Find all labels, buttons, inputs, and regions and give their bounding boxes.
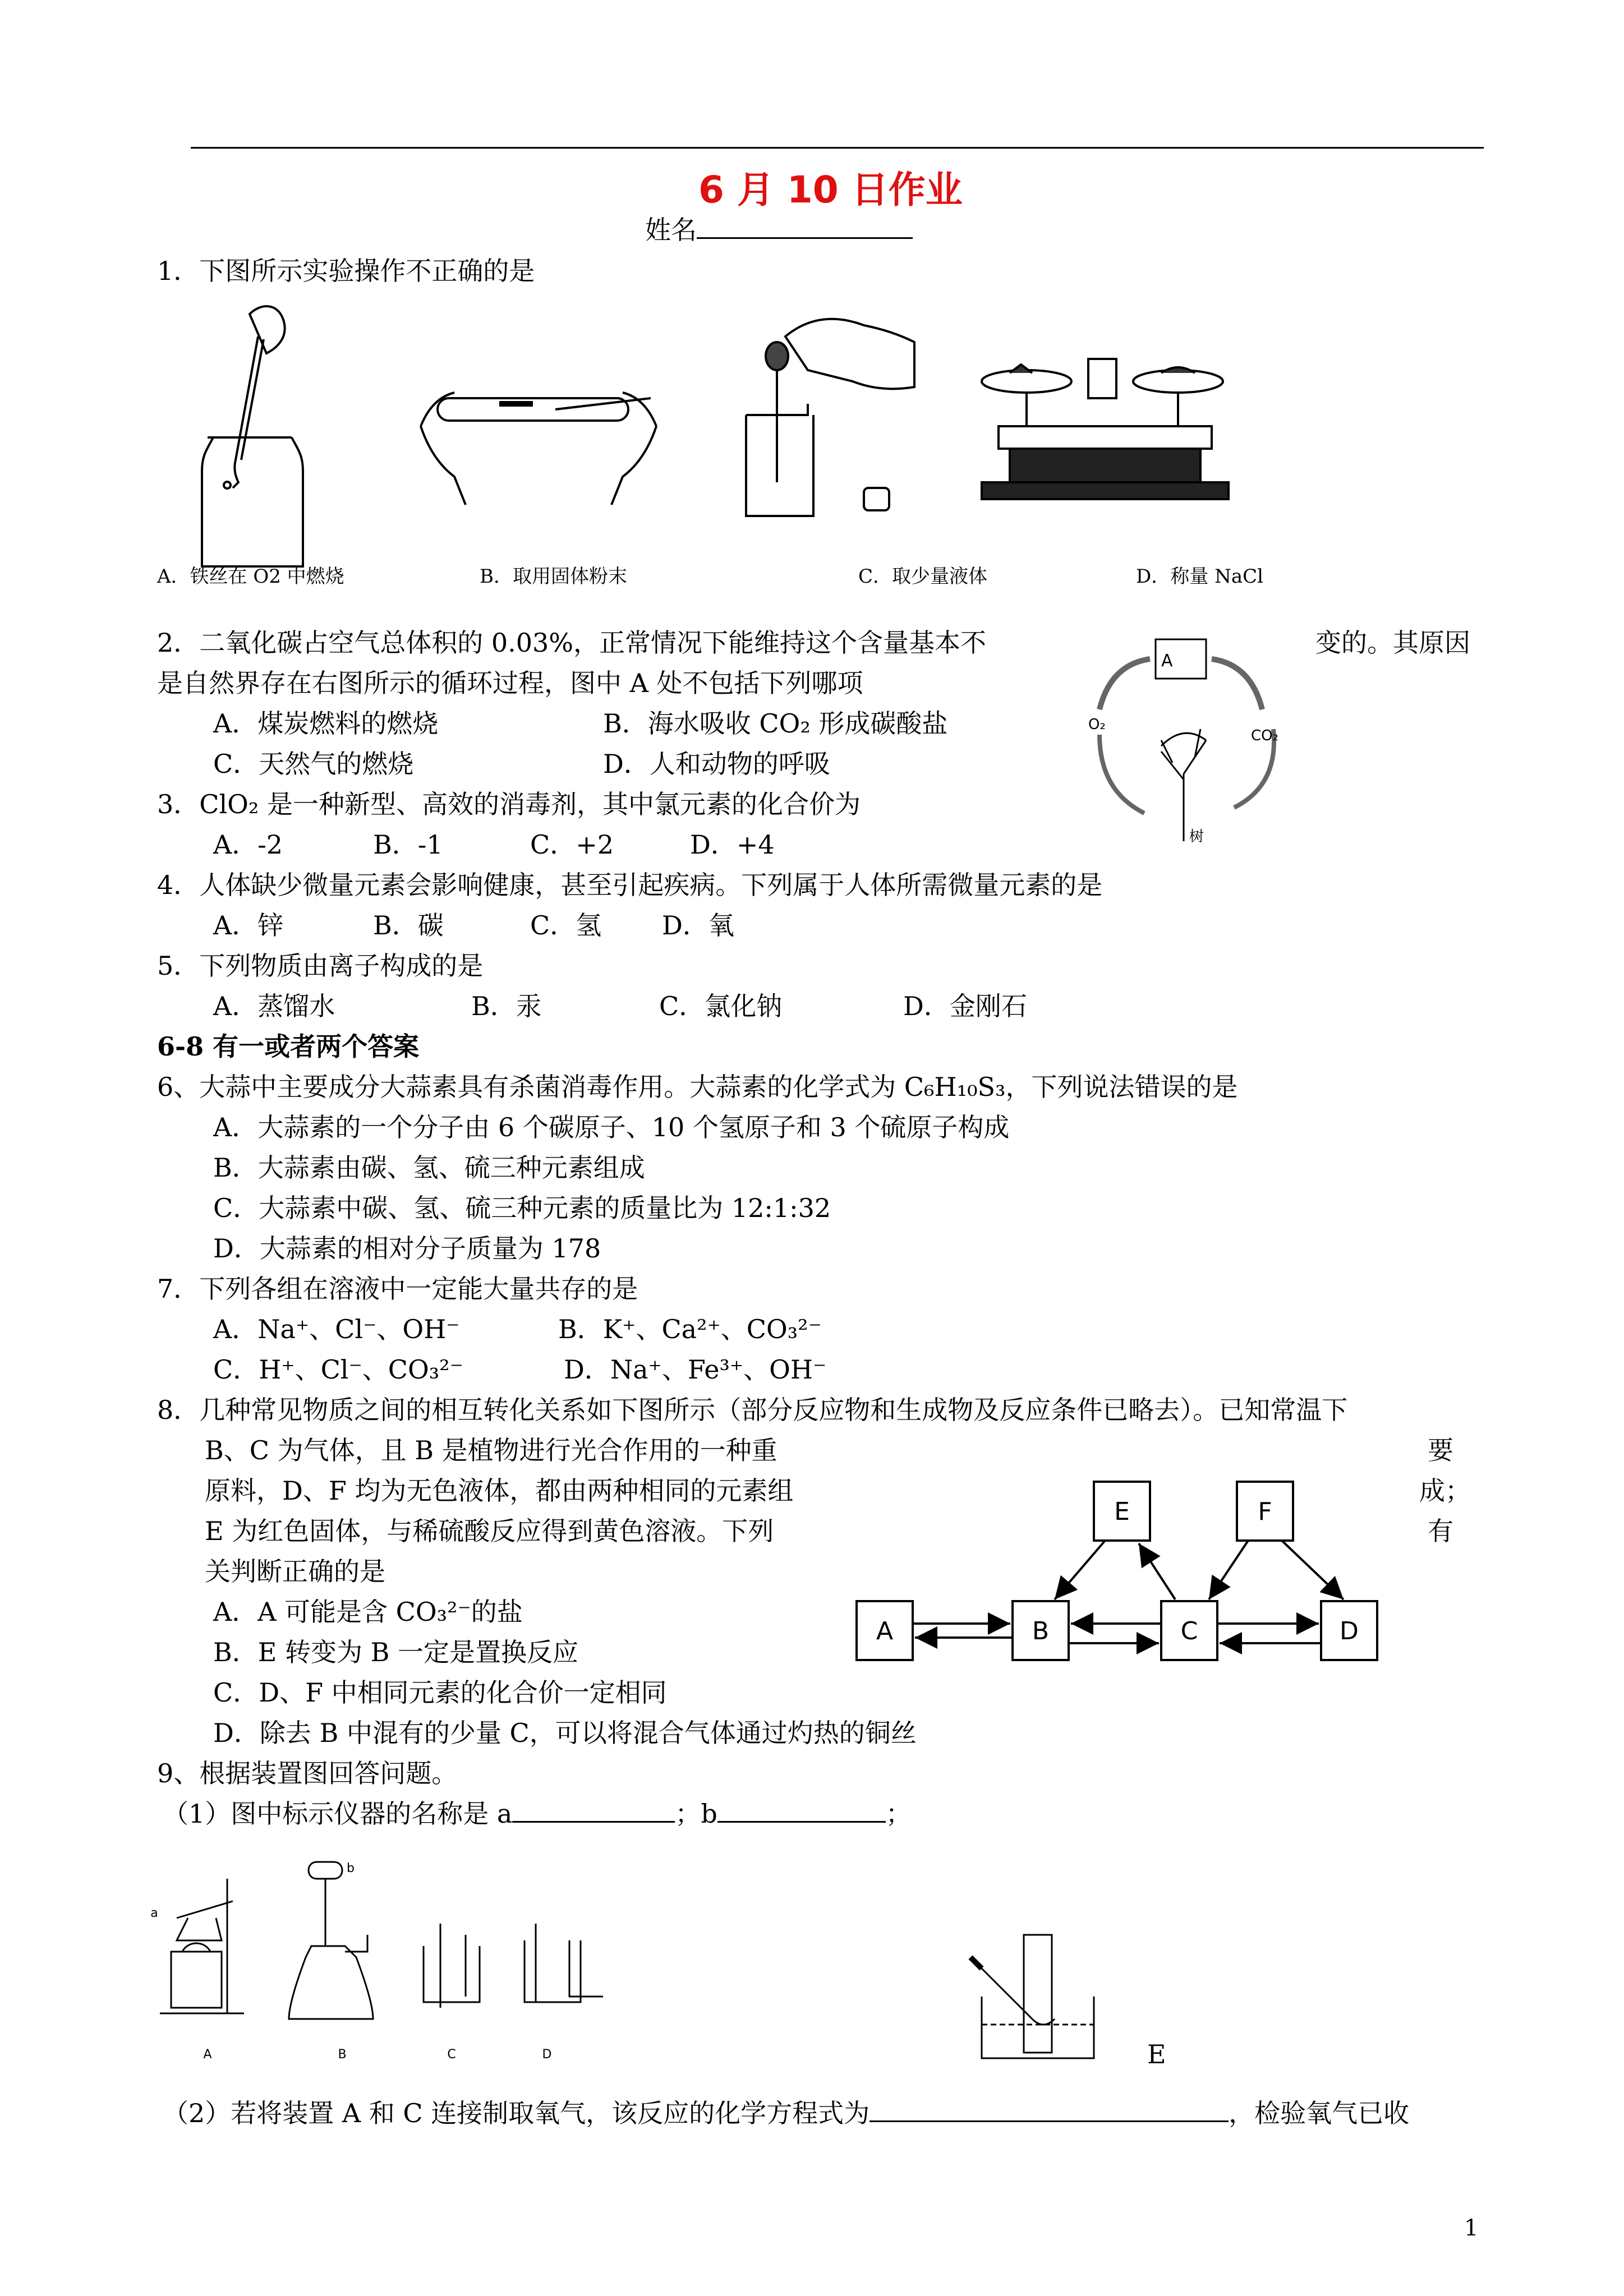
q7-stem: 7．下列各组在溶液中一定能大量共存的是 — [157, 1274, 638, 1304]
q4-option-a: A．锌 — [213, 910, 284, 940]
q8-node-f-label: F — [1258, 1497, 1272, 1526]
q8-node-a-label: A — [876, 1617, 894, 1645]
q8-arrow-f-to-d — [1282, 1541, 1344, 1599]
q9-fig-label-a-small: a — [150, 1906, 158, 1920]
q6-option-b: B．大蒜素由碳、氢、硫三种元素组成 — [213, 1152, 645, 1183]
q9-fig-label-d: D — [542, 2048, 552, 2062]
q2-option-b: B．海水吸收 CO₂ 形成碳酸盐 — [603, 708, 948, 739]
q2-stem-b: 变的。其原因 — [1315, 628, 1470, 658]
q2-fig-co2-label: CO₂ — [1251, 727, 1279, 744]
q7-option-a: A．Na⁺、Cl⁻、OH⁻ — [213, 1314, 460, 1344]
q9-stem: 9、根据装置图回答问题。 — [157, 1758, 458, 1788]
q2-stem-c: 是自然界存在右图所示的循环过程，图中 A 处不包括下列哪项 — [157, 668, 863, 698]
q9-part2-a: （2）若将装置 A 和 C 连接制取氧气，该反应的化学方程式为 — [163, 2098, 870, 2128]
q6-option-d: D．大蒜素的相对分子质量为 178 — [213, 1233, 601, 1264]
q1-stem: 1．下图所示实验操作不正确的是 — [157, 256, 535, 286]
q6-option-c: C．大蒜素中碳、氢、硫三种元素的质量比为 12:1:32 — [213, 1193, 831, 1223]
q2-stem-a: 2．二氧化碳占空气总体积的 0.03%，正常情况下能维持这个含量基本不 — [157, 628, 987, 658]
q8-option-d: D．除去 B 中混有的少量 C，可以将混合气体通过灼热的铜丝 — [213, 1718, 917, 1748]
q3-option-a: A．-2 — [213, 829, 283, 860]
q1-caption-c: C．取少量液体 — [858, 565, 988, 588]
q8-node-e-label: E — [1114, 1497, 1130, 1526]
q1-figure-c-dropper — [735, 303, 926, 538]
q7-option-d: D．Na⁺、Fe³⁺、OH⁻ — [564, 1354, 827, 1385]
q8-stem-3-right: 成； — [1419, 1476, 1471, 1506]
q8-stem-4-right: 有 — [1428, 1516, 1453, 1546]
q9-part2 — [163, 2097, 1409, 2129]
q9-part1-a: （1）图中标示仪器的名称是 a — [163, 1799, 513, 1829]
q3-option-d: D．+4 — [690, 829, 775, 860]
q9-apparatus-e — [965, 1929, 1122, 2075]
q8-node-b-label: B — [1032, 1617, 1050, 1645]
q8-stem-3: 原料，D、F 均为无色液体，都由两种相同的元素组 — [205, 1476, 794, 1506]
q7-option-b: B．K⁺、Ca²⁺、CO₃²⁻ — [558, 1314, 822, 1344]
q8-option-b: B．E 转变为 B 一定是置换反应 — [213, 1637, 579, 1667]
q2-fig-tree-label: 树 — [1189, 828, 1204, 845]
q5-option-a: A．蒸馏水 — [213, 991, 335, 1021]
q2-cycle-figure — [1088, 634, 1301, 847]
q4-option-b: B．碳 — [373, 910, 444, 940]
q8-stem-4: E 为红色固体，与稀硫酸反应得到黄色溶液。下列 — [205, 1516, 774, 1546]
q8-arrow-e-to-b — [1055, 1541, 1105, 1599]
q6-stem: 6、大蒜中主要成分大蒜素具有杀菌消毒作用。大蒜素的化学式为 C₆H₁₀S₃，下列说法错误的是 — [157, 1072, 1238, 1102]
q1-caption-a: A．铁丝在 O2 中燃烧 — [157, 565, 344, 588]
q9-apparatus-figure — [150, 1856, 614, 2069]
page-title: 6 月 10 日作业 — [698, 168, 963, 211]
q2-fig-box-label: A — [1161, 651, 1173, 671]
q9-fig-label-a: A — [203, 2048, 212, 2062]
q8-node-c-label: C — [1180, 1617, 1198, 1645]
q8-node-d-label: D — [1340, 1617, 1359, 1645]
q8-stem-2-right: 要 — [1428, 1435, 1453, 1465]
q9-part1 — [163, 1798, 912, 1829]
q8-option-c: C．D、F 中相同元素的化合价一定相同 — [213, 1677, 667, 1708]
q9-fig-label-c: C — [447, 2048, 456, 2062]
q3-option-b: B．-1 — [373, 829, 443, 860]
q9-blank-a[interactable] — [512, 1799, 675, 1823]
q8-arrow-c-to-e — [1139, 1543, 1175, 1599]
q9-blank-equation[interactable] — [869, 2098, 1229, 2122]
q1-figure-d-balance — [976, 353, 1234, 522]
q9-fig-label-e: E — [1147, 2039, 1166, 2069]
q2-fig-o2-label: O₂ — [1088, 716, 1106, 733]
page-number: 1 — [1464, 2215, 1479, 2241]
q8-stem-1: 8．几种常见物质之间的相互转化关系如下图所示（部分反应物和生成物及反应条件已略去）。已知常温下 — [157, 1395, 1348, 1425]
name-blank[interactable] — [697, 215, 913, 239]
q2-option-c: C．天然气的燃烧 — [213, 749, 414, 779]
q1-figure-b-powder — [415, 365, 662, 510]
q7-option-c: C．H⁺、Cl⁻、CO₃²⁻ — [213, 1354, 463, 1385]
header-rule — [191, 147, 1484, 149]
q9-part2-b: ，检验氧气已收 — [1229, 2098, 1410, 2128]
q1-caption-d: D．称量 NaCl — [1136, 565, 1263, 588]
q9-part1-sep: ；b — [675, 1799, 717, 1829]
q4-option-d: D．氧 — [662, 910, 734, 940]
q1-caption-b: B．取用固体粉末 — [480, 565, 627, 588]
q5-option-d: D．金刚石 — [903, 991, 1027, 1021]
q8-stem-2: B、C 为气体，且 B 是植物进行光合作用的一种重 — [205, 1435, 778, 1465]
q4-option-c: C．氢 — [530, 910, 602, 940]
q8-stem-5: 关判断正确的是 — [205, 1556, 385, 1587]
name-label: 姓名 — [645, 215, 697, 245]
q8-option-a: A．A 可能是含 CO₃²⁻的盐 — [213, 1597, 523, 1627]
q3-stem: 3．ClO₂ 是一种新型、高效的消毒剂，其中氯元素的化合价为 — [157, 789, 861, 819]
q9-fig-label-b: B — [338, 2048, 347, 2062]
q6-option-a: A．大蒜素的一个分子由 6 个碳原子、10 个氢原子和 3 个硫原子构成 — [213, 1112, 1010, 1142]
q3-option-c: C．+2 — [530, 829, 614, 860]
q2-option-a: A．煤炭燃料的燃烧 — [213, 708, 439, 739]
q8-conversion-diagram — [855, 1475, 1383, 1677]
q4-stem: 4．人体缺少微量元素会影响健康，甚至引起疾病。下列属于人体所需微量元素的是 — [157, 870, 1103, 900]
q5-stem: 5．下列物质由离子构成的是 — [157, 951, 484, 981]
section-note: 6-8 有一或者两个答案 — [157, 1031, 420, 1062]
name-field — [645, 214, 913, 246]
q5-option-b: B．汞 — [471, 991, 542, 1021]
q9-blank-b[interactable] — [717, 1799, 886, 1823]
q1-figure-a-iron-burning — [180, 292, 325, 527]
q9-fig-label-b-small: b — [347, 1861, 355, 1875]
q9-part1-end: ； — [885, 1799, 912, 1829]
q2-option-d: D．人和动物的呼吸 — [603, 749, 830, 779]
q5-option-c: C．氯化钠 — [659, 991, 783, 1021]
q8-arrow-f-to-c — [1209, 1541, 1248, 1599]
